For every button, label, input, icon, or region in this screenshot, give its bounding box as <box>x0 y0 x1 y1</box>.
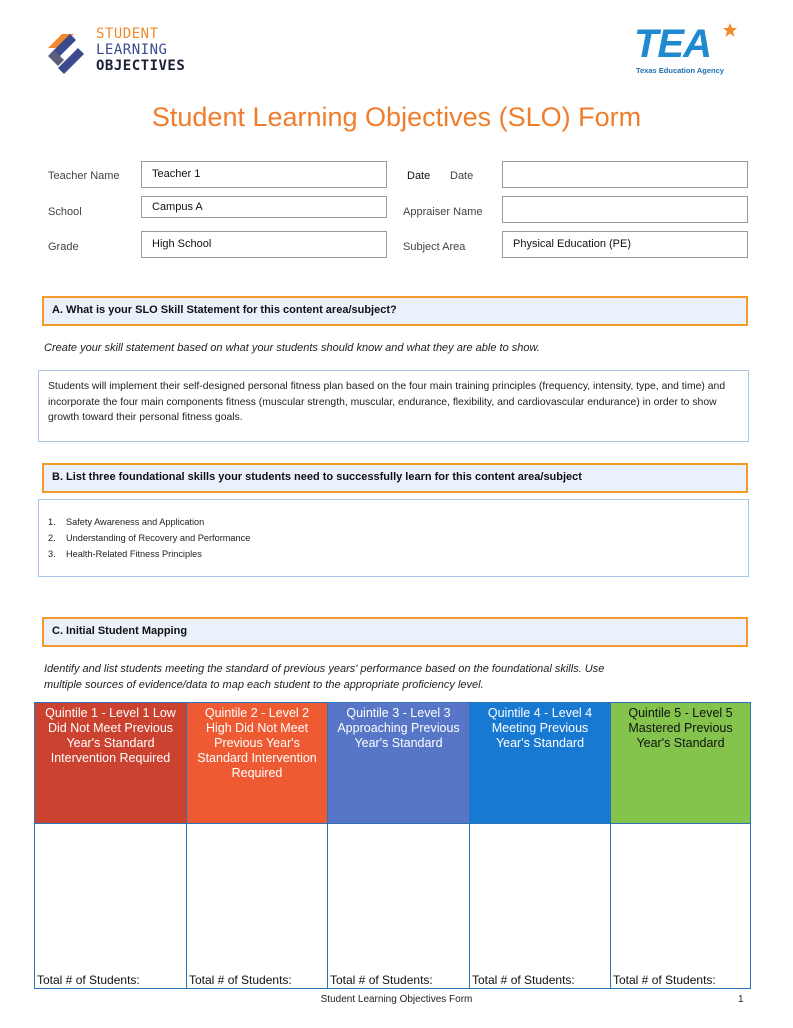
tea-logo <box>634 24 744 78</box>
slo-logo-line1: STUDENT <box>96 26 159 42</box>
quintile-3-total-label: Total # of Students: <box>330 973 433 987</box>
quintile-column <box>187 703 328 988</box>
tea-logo-subtitle: Texas Education Agency <box>636 66 724 75</box>
list-item: 1. Safety Awareness and Application <box>48 517 205 527</box>
quintile-5-student-area[interactable] <box>611 824 750 989</box>
quintile-2-student-area[interactable] <box>187 824 327 989</box>
slo-logo-line3: OBJECTIVES <box>96 58 186 74</box>
quintile-4-header: Quintile 4 - Level 4 Meeting Previous Year's Standard <box>470 703 610 824</box>
subject-area-field[interactable]: Physical Education (PE) <box>502 231 748 258</box>
slo-mark-icon <box>44 26 88 76</box>
date-placeholder: Date <box>450 170 474 182</box>
quintile-3-header: Quintile 3 - Level 3 Approaching Previous Year's Standard <box>328 703 469 824</box>
quintile-table <box>34 702 751 989</box>
section-c-instruction-line1: Identify and list students meeting the standard of previous years' performance based on the foundational skills. Use <box>44 663 605 675</box>
quintile-column <box>328 703 470 988</box>
quintile-column <box>35 703 187 988</box>
quintile-column <box>611 703 750 988</box>
quintile-2-header: Quintile 2 - Level 2 High Did Not Meet Previous Year's Standard Intervention Required <box>187 703 327 824</box>
page-title: Student Learning Objectives (SLO) Form <box>151 102 642 132</box>
list-item: 3. Health-Related Fitness Principles <box>48 549 202 559</box>
section-b-heading: B. List three foundational skills your students need to successfully learn for this content area/subject <box>42 463 748 493</box>
quintile-column <box>470 703 611 988</box>
quintile-4-total-label: Total # of Students: <box>472 973 575 987</box>
quintile-1-student-area[interactable] <box>35 824 186 989</box>
grade-label: Grade <box>48 241 79 253</box>
slo-logo-text <box>96 26 185 74</box>
section-a-heading: A. What is your SLO Skill Statement for this content area/subject? <box>42 296 748 326</box>
grade-field[interactable]: High School <box>141 231 387 258</box>
page-number: 1 <box>738 994 744 1005</box>
tea-star-icon <box>722 22 738 38</box>
date-field[interactable] <box>502 161 748 188</box>
school-label: School <box>48 206 82 218</box>
section-a-instruction: Create your skill statement based on what your students should know and what they are able to show. <box>44 342 540 354</box>
school-field[interactable]: Campus A <box>141 196 387 218</box>
teacher-name-label: Teacher Name <box>48 170 120 182</box>
footer-title: Student Learning Objectives Form <box>320 994 473 1005</box>
appraiser-name-field[interactable] <box>502 196 748 223</box>
subject-area-label: Subject Area <box>403 241 466 253</box>
appraiser-name-label: Appraiser Name <box>403 206 483 218</box>
quintile-4-student-area[interactable] <box>470 824 610 989</box>
foundational-skills-list <box>48 514 739 562</box>
teacher-name-field[interactable]: Teacher 1 <box>141 161 387 188</box>
slo-logo-line2: LEARNING <box>96 42 168 58</box>
date-label: Date <box>407 170 431 182</box>
tea-logo-letters: TEA <box>634 22 711 66</box>
quintile-2-total-label: Total # of Students: <box>189 973 292 987</box>
list-item: 2. Understanding of Recovery and Performance <box>48 533 251 543</box>
slo-logo <box>44 24 214 80</box>
section-c-heading: C. Initial Student Mapping <box>42 617 748 647</box>
foundational-skills-box[interactable] <box>38 499 749 577</box>
quintile-3-student-area[interactable] <box>328 824 469 989</box>
quintile-1-total-label: Total # of Students: <box>37 973 140 987</box>
quintile-5-header: Quintile 5 - Level 5 Mastered Previous Year's Standard <box>611 703 750 824</box>
quintile-1-header: Quintile 1 - Level 1 Low Did Not Meet Previous Year's Standard Intervention Required <box>35 703 186 824</box>
section-c-instruction-line2: multiple sources of evidence/data to map each student to the appropriate proficiency level. <box>44 679 484 691</box>
skill-statement-box[interactable]: Students will implement their self-designed personal fitness plan based on the four main training principles (frequency, intensity, type, and time) and incorporate the four main components fitness (muscular strength, muscular, endurance, flexibility, and cardiovascular endurance) in order to show growth toward their personal fitness goals. <box>38 370 749 442</box>
quintile-5-total-label: Total # of Students: <box>613 973 716 987</box>
